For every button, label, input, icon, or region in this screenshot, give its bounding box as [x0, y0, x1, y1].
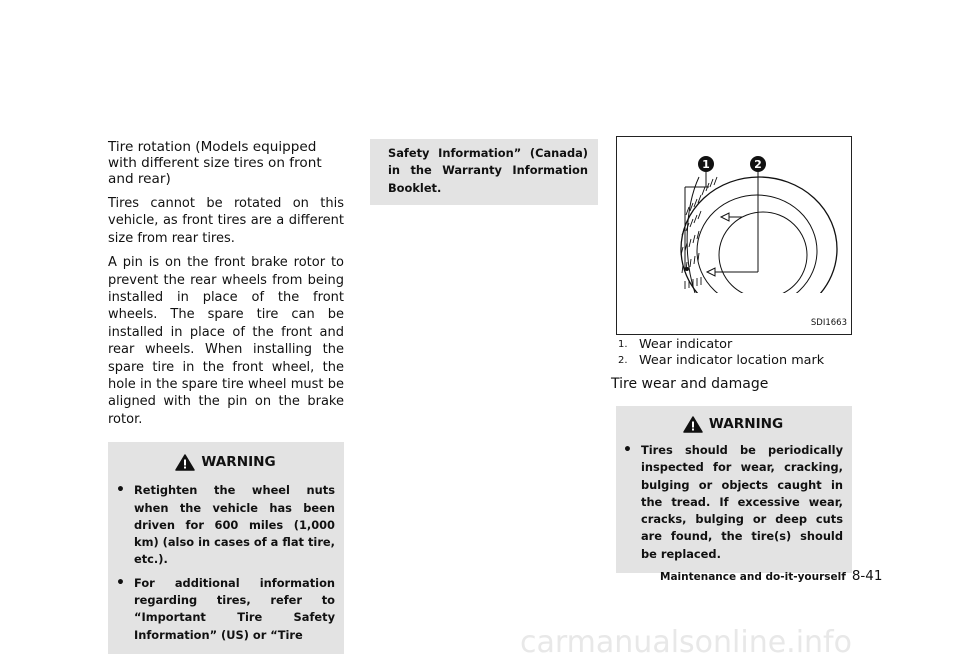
right-column [611, 136, 852, 573]
warning-continuation-text: Safety Information” (Canada) in the Warranty Information Booklet. [388, 146, 588, 195]
bullet-dot: • [116, 574, 125, 591]
legend-number: 2. [618, 355, 628, 366]
callout-1 [698, 156, 714, 172]
warning-title: WARNING [708, 416, 784, 432]
page-number: 8-41 [851, 568, 883, 584]
warning-bullet [623, 442, 843, 563]
bullet-dot: • [623, 442, 632, 458]
tire-illustration [617, 137, 851, 334]
paragraph-pin-note: A pin is on the front brake rotor to prevent the rear wheels from being installed in place of the front wheels. The spare tire can be installed in place of the front and rear wheels. When installing the spare tire in the front wheel, the hole in the spare tire wheel must be aligned with the pin on the brake rotor. [108, 255, 344, 427]
bullet-dot: • [116, 482, 125, 499]
footer-section-label: Maintenance and do-it-yourself [660, 571, 846, 583]
left-column [108, 139, 344, 654]
figure-legend [616, 337, 852, 369]
section-heading-tire-wear: Tire wear and damage [611, 376, 769, 392]
warning-bullet-text: For additional information regarding tires, refer to “Important Tire Safety Information” (US) or “Tire [134, 575, 335, 642]
middle-column [370, 139, 598, 205]
legend-item [616, 337, 852, 353]
warning-bullet-text: Retighten the wheel nuts when the vehicle has been driven for 600 miles (1,000 km) (also in cases of a flat tire, etc.). [134, 483, 335, 567]
legend-text: Wear indicator location mark [639, 353, 825, 368]
warning-bullet [116, 575, 335, 644]
page-footer [660, 565, 883, 584]
warning-title: WARNING [201, 454, 276, 471]
tire-shape [681, 177, 837, 321]
paragraph-rotation-note: Tires cannot be rotated on this vehicle, as front tires are a different size from rear tires. [108, 196, 344, 246]
warning-box-continuation [370, 139, 598, 205]
warning-header [116, 442, 335, 482]
section-heading-tire-rotation: Tire rotation (Models equipped with different size tires on front and rear) [108, 139, 322, 187]
warning-box-rotation [108, 442, 344, 654]
callout-2 [750, 156, 766, 172]
callout-2-label: 2 [754, 158, 762, 171]
warning-triangle-icon [683, 416, 703, 433]
callout-1-label: 1 [702, 158, 710, 171]
figure-code: SDI1663 [810, 318, 847, 328]
warning-triangle-icon [175, 454, 195, 471]
legend-text: Wear indicator [639, 337, 733, 352]
watermark-text: carmanualsonline.info [520, 625, 852, 660]
warning-bullet-text: Tires should be periodically inspected for wear, cracking, bulging or objects caught in the tread. If excessive wear, cracks, bulging or deep cuts are found, the tire(s) should be replaced. [641, 443, 843, 561]
legend-item [616, 353, 852, 369]
leader-lines [685, 172, 758, 272]
legend-number: 1. [618, 339, 628, 350]
warning-box-wear [616, 406, 852, 573]
warning-header [623, 406, 843, 442]
warning-bullet [116, 482, 335, 568]
tire-wear-figure [616, 136, 852, 335]
